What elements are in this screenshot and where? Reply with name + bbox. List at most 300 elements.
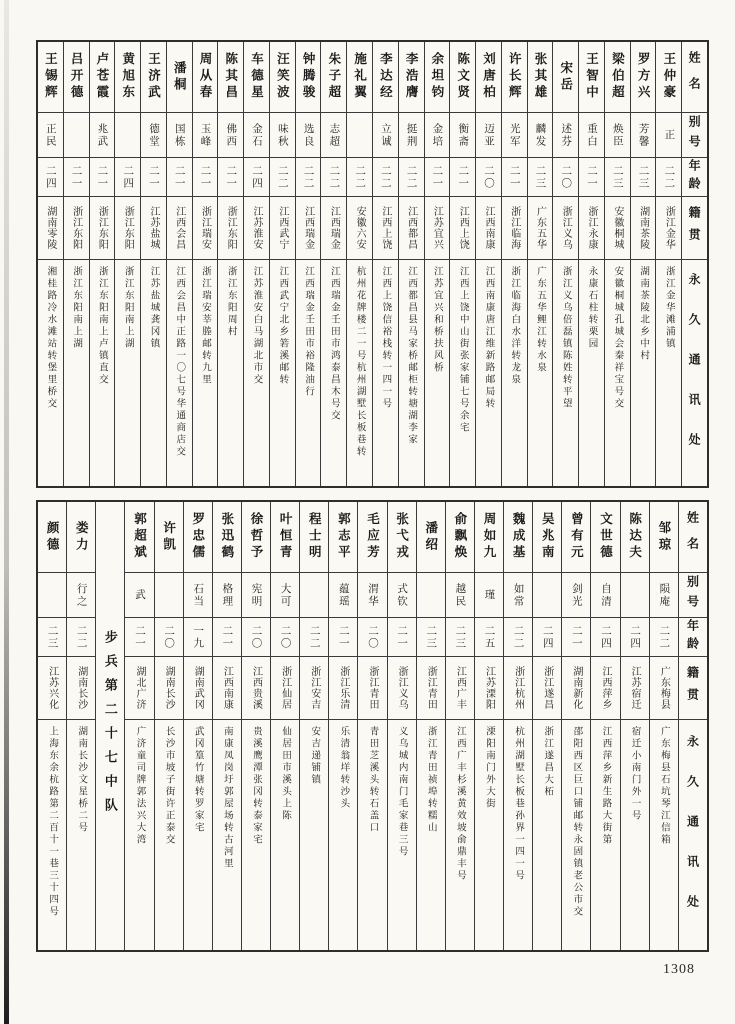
- origin-cell-text: 湖南长沙: [163, 666, 175, 710]
- address-cell-text: 仙居田市溪头上陈: [280, 726, 291, 822]
- address-cell: [213, 720, 241, 950]
- name-cell: [579, 42, 604, 112]
- name-cell: [504, 502, 532, 572]
- age-cell-text: 二一: [570, 624, 582, 650]
- age-cell-text: 二二: [379, 164, 391, 190]
- alias-cell: [300, 573, 328, 617]
- name-cell-text: 周从春: [198, 52, 212, 102]
- address-cell-text: 江西瑞金壬田市鸿泰昌木号交: [328, 266, 339, 422]
- address-cell-text: 义乌城内南门毛家巷三号: [396, 726, 407, 858]
- header-age: [679, 618, 707, 656]
- age-cell-text: 二〇: [367, 624, 378, 650]
- alias-cell: [271, 573, 299, 617]
- origin-cell-text: 江西武宁: [276, 206, 288, 250]
- origin-cell-text: 浙江东阳: [122, 206, 134, 250]
- header-name-text: 姓名: [687, 51, 702, 103]
- header-age-text: 年龄: [685, 619, 700, 655]
- origin-cell: [167, 197, 192, 259]
- address-cell: [242, 720, 270, 950]
- name-cell-text: 张其雄: [533, 52, 547, 102]
- name-cell-text: 文世德: [598, 512, 613, 562]
- age-cell: [38, 158, 63, 196]
- address-cell-text: 浙江临海白水洋转龙泉: [509, 266, 520, 386]
- name-cell-text: 陈达夫: [627, 512, 642, 562]
- origin-cell-text: 浙江青田: [425, 666, 437, 710]
- origin-cell: [502, 197, 527, 259]
- header-age-text: 年龄: [687, 159, 702, 195]
- address-cell-text: 溧阳南门外大街: [484, 726, 495, 810]
- age-cell: [296, 158, 321, 196]
- header-age: [682, 158, 707, 196]
- origin-cell: [184, 657, 212, 719]
- address-cell-text: 湖南长沙文星桥二号: [76, 726, 87, 834]
- origin-cell: [38, 197, 63, 259]
- name-cell: [296, 42, 321, 112]
- header-address-text: 永久通讯处: [685, 735, 700, 935]
- name-cell: [450, 42, 475, 112]
- alias-cell-text: 国栋: [173, 122, 185, 148]
- name-cell-text: 刘唐柏: [481, 52, 496, 102]
- address-cell: [475, 720, 503, 950]
- age-cell: [358, 618, 386, 656]
- origin-cell: [115, 197, 140, 259]
- alias-cell-text: 衡斋: [457, 122, 469, 148]
- alias-cell: [347, 113, 372, 157]
- age-cell: [450, 158, 475, 196]
- origin-cell: [125, 657, 153, 719]
- origin-cell: [358, 657, 386, 719]
- address-cell-text: 湖南茶陵北乡中村: [638, 266, 649, 362]
- origin-cell: [155, 657, 183, 719]
- alias-cell: [329, 573, 357, 617]
- address-cell: [358, 720, 386, 950]
- address-cell: [321, 260, 346, 486]
- name-cell: [591, 502, 619, 572]
- age-cell: [388, 618, 416, 656]
- name-cell: [38, 42, 63, 112]
- address-cell: [373, 260, 398, 486]
- alias-cell: [213, 573, 241, 617]
- alias-cell: [605, 113, 630, 157]
- name-cell-text: 娄力: [74, 520, 89, 554]
- unit-section-label-text: 步兵第二十七中队: [102, 630, 118, 822]
- address-cell-text: 江西都昌县马家桥邮柜转塘湖李家: [406, 266, 417, 446]
- alias-cell: [476, 113, 501, 157]
- address-cell: [528, 260, 553, 486]
- alias-cell: [450, 113, 475, 157]
- origin-cell: [631, 197, 656, 259]
- address-cell: [399, 260, 424, 486]
- name-cell: [321, 42, 346, 112]
- origin-cell-text: 浙江安吉: [308, 666, 320, 710]
- age-cell: [533, 618, 561, 656]
- address-cell-text: 上海东余杭路第二百十一巷三十四号: [47, 726, 58, 918]
- age-cell-text: 二二: [308, 624, 320, 650]
- alias-cell-text: 选良: [302, 122, 314, 148]
- address-cell: [193, 260, 218, 486]
- name-cell: [528, 42, 553, 112]
- age-cell: [504, 618, 532, 656]
- address-cell-text: 广东五华鲤江转水泉: [535, 266, 545, 374]
- address-cell-text: 浙江青田祯埠转糯山: [425, 726, 436, 834]
- address-cell: [417, 720, 445, 950]
- name-cell: [184, 502, 212, 572]
- origin-cell-text: 浙江东阳: [70, 206, 82, 250]
- address-cell: [502, 260, 527, 486]
- header-origin-text: 籍贯: [685, 666, 700, 710]
- alias-cell-text: 迈亚: [482, 122, 494, 148]
- origin-cell: [450, 197, 475, 259]
- address-cell: [270, 260, 295, 486]
- origin-cell: [425, 197, 450, 259]
- age-cell-text: 二一: [225, 164, 237, 190]
- name-cell-text: 宋岳: [558, 60, 573, 94]
- name-cell-text: 许长辉: [507, 52, 522, 102]
- name-cell: [244, 42, 269, 112]
- name-cell-text: 王锡辉: [43, 52, 58, 102]
- origin-cell: [579, 197, 604, 259]
- origin-cell-text: 浙江仙居: [279, 666, 291, 710]
- alias-cell: [321, 113, 346, 157]
- name-cell-text: 张弋戎: [394, 512, 409, 562]
- name-cell-text: 黄旭东: [120, 52, 135, 102]
- name-cell-text: 卢苍霞: [94, 52, 109, 102]
- alias-cell: [358, 573, 386, 617]
- age-cell: [141, 158, 166, 196]
- age-cell: [67, 618, 95, 656]
- origin-cell-text: 广东五华: [534, 206, 546, 250]
- age-cell-text: 二三: [534, 164, 546, 190]
- age-cell-text: 二〇: [279, 624, 291, 650]
- age-cell-text: 二三: [425, 624, 437, 650]
- origin-cell-text: 浙江青田: [367, 666, 378, 710]
- age-cell: [184, 618, 212, 656]
- alias-cell-text: 格理: [221, 582, 233, 608]
- age-cell-text: 二三: [454, 624, 466, 650]
- name-cell: [656, 42, 681, 112]
- address-cell-text: 江苏淮安白马湖北市交: [251, 266, 262, 386]
- alias-cell: [125, 573, 153, 617]
- name-cell: [388, 502, 416, 572]
- age-cell-text: 二二: [328, 164, 340, 190]
- age-cell-text: 二二: [354, 164, 366, 190]
- origin-cell-text: 江西贵溪: [250, 666, 262, 710]
- header-origin-text: 籍贯: [687, 206, 702, 250]
- name-cell-text: 李达经: [378, 52, 393, 102]
- origin-cell-text: 安徽六安: [354, 206, 366, 250]
- alias-cell: [193, 113, 218, 157]
- name-cell-text: 张迅鹤: [219, 512, 234, 562]
- alias-cell-text: 如常: [512, 582, 524, 608]
- age-cell: [621, 618, 649, 656]
- name-cell: [502, 42, 527, 112]
- alias-cell-text: 金培: [431, 122, 443, 148]
- origin-cell: [270, 197, 295, 259]
- name-cell-text: 郭超斌: [132, 512, 147, 562]
- origin-cell-text: 浙江瑞安: [199, 206, 211, 250]
- alias-cell: [650, 573, 678, 617]
- origin-cell: [475, 657, 503, 719]
- origin-cell: [605, 197, 630, 259]
- origin-cell-text: 湖北广济: [133, 666, 145, 710]
- origin-cell-text: 江苏淮安: [251, 206, 263, 250]
- origin-cell: [64, 197, 89, 259]
- unit-section-label: [96, 502, 124, 950]
- address-cell-text: 浙江东阳南上卢镇直交: [96, 266, 107, 386]
- name-cell: [475, 502, 503, 572]
- name-cell: [417, 502, 445, 572]
- address-cell-text: 江西南康唐江维新路邮局转: [483, 266, 494, 410]
- name-cell: [90, 42, 115, 112]
- name-cell: [605, 42, 630, 112]
- name-cell-text: 俞飘焕: [452, 512, 467, 562]
- origin-cell: [244, 197, 269, 259]
- header-name: [682, 42, 707, 112]
- origin-cell-text: 浙江杭州: [512, 666, 524, 710]
- origin-cell: [67, 657, 95, 719]
- alias-cell: [502, 113, 527, 157]
- age-cell-text: 二二: [663, 164, 675, 190]
- age-cell-text: 二一: [199, 164, 211, 190]
- origin-cell-text: 浙江永康: [586, 206, 598, 250]
- address-cell: [125, 720, 153, 950]
- alias-cell-text: 正民: [44, 122, 56, 148]
- origin-cell: [193, 197, 218, 259]
- alias-cell: [388, 573, 416, 617]
- origin-cell: [533, 657, 561, 719]
- name-cell-text: 钟腾骏: [301, 52, 316, 102]
- origin-cell: [347, 197, 372, 259]
- age-cell-text: 二一: [431, 164, 443, 190]
- origin-cell-text: 江西南康: [221, 666, 233, 710]
- alias-cell: [528, 113, 553, 157]
- name-cell-text: 邹琼: [656, 520, 671, 554]
- age-cell-text: 二四: [600, 624, 612, 650]
- age-cell-text: 二一: [396, 624, 408, 650]
- age-cell: [300, 618, 328, 656]
- alias-cell-text: 宪明: [250, 582, 262, 608]
- age-cell-text: 二〇: [250, 624, 262, 650]
- alias-cell-text: 芳馨: [637, 122, 649, 148]
- origin-cell-text: 江苏盐城: [147, 206, 159, 250]
- address-cell: [476, 260, 501, 486]
- age-cell-text: 二二: [658, 624, 670, 650]
- name-cell: [329, 502, 357, 572]
- age-cell: [218, 158, 243, 196]
- age-cell: [155, 618, 183, 656]
- header-name: [679, 502, 707, 572]
- alias-cell: [64, 113, 89, 157]
- age-cell-text: 二一: [133, 624, 145, 650]
- origin-cell: [218, 197, 243, 259]
- age-cell-text: 二二: [405, 164, 417, 190]
- age-cell-text: 二四: [122, 164, 134, 190]
- age-cell-text: 二四: [44, 164, 56, 190]
- alias-cell: [475, 573, 503, 617]
- alias-cell: [184, 573, 212, 617]
- origin-cell-text: 广东梅县: [658, 666, 670, 710]
- origin-cell: [504, 657, 532, 719]
- alias-cell-text: 蕴瑶: [337, 582, 349, 608]
- name-cell-text: 许凯: [161, 520, 176, 554]
- address-cell: [155, 720, 183, 950]
- origin-cell: [621, 657, 649, 719]
- address-cell-text: 江苏宜兴和桥扶风桥: [431, 266, 442, 374]
- origin-cell: [528, 197, 553, 259]
- alias-cell: [38, 573, 66, 617]
- address-cell-text: 江西武宁北乡箬溪邮转: [277, 266, 288, 386]
- address-cell: [329, 720, 357, 950]
- age-cell: [476, 158, 501, 196]
- age-cell-text: 二〇: [482, 164, 494, 190]
- address-cell-text: 宿迁小南门外一号: [629, 726, 640, 822]
- address-cell: [579, 260, 604, 486]
- address-cell-text: 浙江瑞安莘塍邮转九里: [200, 266, 210, 386]
- name-cell: [270, 42, 295, 112]
- name-cell-text: 颜德: [45, 520, 60, 554]
- alias-cell-text: 佛西: [225, 122, 237, 148]
- alias-cell: [296, 113, 321, 157]
- name-cell-text: 施礼翼: [352, 52, 367, 102]
- name-cell: [621, 502, 649, 572]
- address-cell: [650, 720, 678, 950]
- alias-cell: [425, 113, 450, 157]
- page-number: [36, 952, 709, 978]
- address-cell: [115, 260, 140, 486]
- alias-cell-text: 兆武: [96, 122, 108, 148]
- alias-cell-text: 正: [663, 128, 675, 142]
- name-cell-text: 魏成基: [511, 512, 526, 562]
- origin-cell-text: 江西都昌: [405, 206, 417, 250]
- origin-cell: [417, 657, 445, 719]
- alias-cell: [90, 113, 115, 157]
- address-cell: [533, 720, 561, 950]
- name-cell-text: 潘桐: [172, 60, 187, 94]
- alias-cell: [553, 113, 578, 157]
- name-cell-text: 王仲豪: [661, 52, 676, 102]
- age-cell: [562, 618, 590, 656]
- name-cell: [373, 42, 398, 112]
- name-cell: [38, 502, 66, 572]
- address-cell-text: 江苏盐城龚冈镇: [148, 266, 159, 350]
- alias-cell-text: 志超: [328, 122, 340, 148]
- alias-cell-text: 式钦: [396, 582, 408, 608]
- address-cell: [184, 720, 212, 950]
- address-cell: [300, 720, 328, 950]
- age-cell: [329, 618, 357, 656]
- address-cell-text: 广济童司牌郭法兴大湾: [134, 726, 145, 846]
- address-cell: [218, 260, 243, 486]
- alias-cell: [67, 573, 95, 617]
- name-cell: [271, 502, 299, 572]
- alias-cell: [373, 113, 398, 157]
- age-cell: [244, 158, 269, 196]
- alias-cell: [155, 573, 183, 617]
- alias-cell: [38, 113, 63, 157]
- address-cell-text: 浙江金华滩浦镇: [663, 266, 674, 350]
- alias-cell-text: 剑光: [570, 582, 582, 608]
- alias-cell-text: 金石: [251, 122, 263, 148]
- age-cell-text: 二〇: [560, 164, 572, 190]
- age-cell: [321, 158, 346, 196]
- name-cell-text: 汪笑波: [275, 52, 290, 102]
- address-cell: [38, 720, 66, 950]
- name-cell-text: 陈文贤: [455, 52, 470, 102]
- age-cell-text: 二三: [46, 624, 58, 650]
- origin-cell: [329, 657, 357, 719]
- name-cell: [167, 42, 192, 112]
- address-cell-text: 长沙市坡子街许正泰交: [163, 726, 174, 846]
- header-alias: [682, 113, 707, 157]
- age-cell: [270, 158, 295, 196]
- origin-cell: [476, 197, 501, 259]
- address-cell-text: 江西上饶信裕栈转一四一号: [380, 266, 391, 410]
- origin-cell-text: 江苏宿迁: [629, 666, 641, 710]
- address-cell-text: 浙江东阳南上湖: [71, 266, 82, 350]
- alias-cell-text: 光军: [508, 122, 520, 148]
- name-cell-text: 毛应芳: [365, 512, 380, 562]
- name-cell: [358, 502, 386, 572]
- origin-cell-text: 浙江遂昌: [541, 666, 553, 710]
- age-cell-text: 二四: [251, 164, 263, 190]
- address-cell-text: 安徽桐城孔城会秦祥宝号交: [612, 266, 623, 410]
- header-alias-text: 别号: [685, 575, 700, 615]
- age-cell: [373, 158, 398, 196]
- origin-cell-text: 江西南康: [482, 206, 494, 250]
- name-cell-text: 余坦钧: [429, 52, 444, 102]
- age-cell-text: 二一: [457, 164, 469, 190]
- age-cell: [213, 618, 241, 656]
- origin-cell-text: 江西萍乡: [600, 666, 612, 710]
- name-cell-text: 罗方兴: [636, 52, 651, 102]
- origin-cell-text: 浙江临海: [508, 206, 520, 250]
- name-cell: [399, 42, 424, 112]
- address-cell: [271, 720, 299, 950]
- alias-cell-text: 德堂: [147, 122, 159, 148]
- address-cell-text: 广东梅县石坑琴江信箱: [658, 726, 669, 846]
- name-cell: [115, 42, 140, 112]
- age-cell: [475, 618, 503, 656]
- name-cell: [218, 42, 243, 112]
- name-cell: [125, 502, 153, 572]
- origin-cell-text: 浙江乐清: [337, 666, 349, 710]
- name-cell-text: 陈其昌: [223, 52, 238, 102]
- alias-cell-text: 越民: [454, 582, 466, 608]
- address-cell: [347, 260, 372, 486]
- origin-cell-text: 浙江义乌: [396, 666, 408, 710]
- address-cell-text: 浙江东阳周村: [225, 266, 236, 338]
- origin-cell: [650, 657, 678, 719]
- address-cell-text: 江西上饶中山街张家铺七号余宅: [457, 266, 468, 434]
- header-address: [679, 720, 707, 950]
- address-cell: [244, 260, 269, 486]
- name-cell-text: 王济武: [146, 52, 161, 102]
- address-cell-text: 江西会昌中正路一〇七号华通商店交: [174, 266, 185, 458]
- name-cell-text: 徐哲予: [248, 512, 263, 562]
- alias-cell: [533, 573, 561, 617]
- address-cell-text: 南康凤岗圩郭屋场转古河里: [221, 726, 232, 870]
- origin-cell: [38, 657, 66, 719]
- origin-cell: [373, 197, 398, 259]
- alias-cell: [579, 113, 604, 157]
- age-cell: [528, 158, 553, 196]
- address-cell: [425, 260, 450, 486]
- roster-table-top: [36, 40, 709, 488]
- name-cell: [347, 42, 372, 112]
- name-cell: [476, 42, 501, 112]
- name-cell-text: 朱子超: [326, 52, 341, 102]
- origin-cell: [562, 657, 590, 719]
